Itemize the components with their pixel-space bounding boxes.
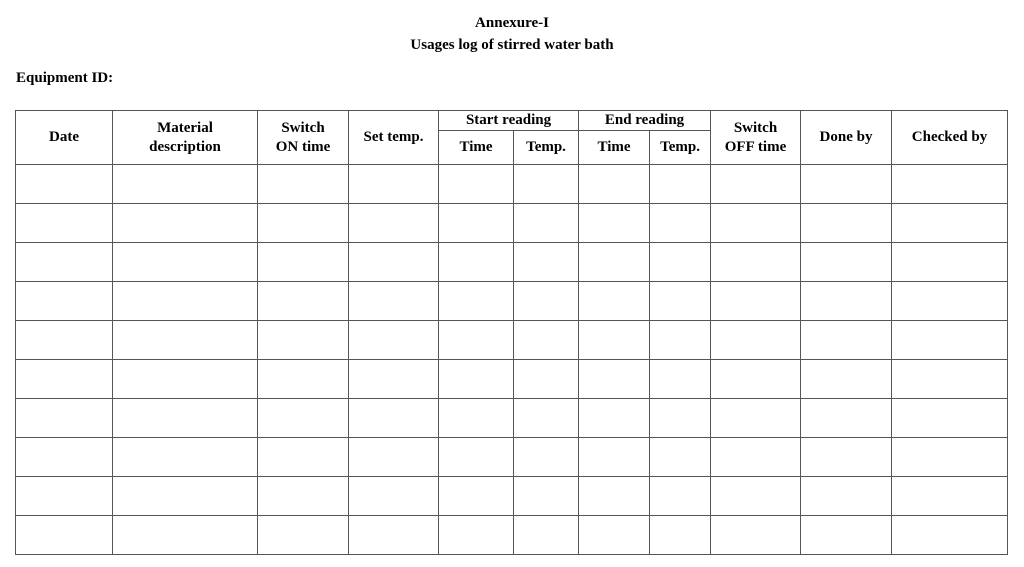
- column-header-start-time: [439, 131, 514, 165]
- column-header-date: [16, 111, 113, 165]
- cell-set-temp[interactable]: [349, 165, 439, 204]
- cell-checked-by[interactable]: [892, 321, 1008, 360]
- cell-switch-off-time[interactable]: [711, 321, 801, 360]
- cell-checked-by[interactable]: [892, 282, 1008, 321]
- cell-switch-off-time[interactable]: [711, 438, 801, 477]
- cell-set-temp[interactable]: [349, 477, 439, 516]
- cell-switch-off-time[interactable]: [711, 516, 801, 555]
- column-header-start-temp-label: Temp.: [526, 139, 566, 155]
- equipment-id-label: Equipment ID:: [16, 70, 114, 86]
- log-entries: [16, 165, 1008, 555]
- cell-set-temp[interactable]: [349, 321, 439, 360]
- annexure-heading: Annexure-I: [475, 15, 549, 31]
- cell-start-temp[interactable]: [514, 516, 579, 555]
- table-row: [16, 399, 1008, 438]
- cell-checked-by[interactable]: [892, 399, 1008, 438]
- column-header-end-time-label: Time: [597, 139, 631, 155]
- cell-start-temp[interactable]: [514, 399, 579, 438]
- cell-start-temp[interactable]: [514, 360, 579, 399]
- cell-start-time[interactable]: [439, 204, 514, 243]
- cell-start-time[interactable]: [439, 243, 514, 282]
- cell-start-time[interactable]: [439, 360, 514, 399]
- column-group-end-reading: [579, 111, 711, 131]
- cell-switch-off-time[interactable]: [711, 204, 801, 243]
- table-row: [16, 165, 1008, 204]
- cell-done-by[interactable]: [801, 204, 892, 243]
- cell-material-description[interactable]: [113, 360, 258, 399]
- page-title: Usages log of stirred water bath: [410, 37, 614, 53]
- usage-log-table: [15, 110, 1008, 555]
- cell-switch-off-time[interactable]: [711, 477, 801, 516]
- cell-switch-on-time[interactable]: [258, 243, 349, 282]
- cell-material-description[interactable]: [113, 321, 258, 360]
- cell-checked-by[interactable]: [892, 516, 1008, 555]
- table-row: [16, 282, 1008, 321]
- cell-switch-off-time[interactable]: [711, 165, 801, 204]
- column-header-checked-by-label: Checked by: [911, 129, 988, 145]
- cell-start-temp[interactable]: [514, 243, 579, 282]
- cell-done-by[interactable]: [801, 516, 892, 555]
- cell-checked-by[interactable]: [892, 477, 1008, 516]
- column-header-checked-by: [892, 111, 1008, 165]
- cell-start-temp[interactable]: [514, 282, 579, 321]
- column-header-end-temp-label: Temp.: [660, 139, 700, 155]
- column-header-date-label: Date: [49, 129, 79, 145]
- cell-end-temp[interactable]: [650, 477, 711, 516]
- cell-end-temp[interactable]: [650, 360, 711, 399]
- cell-switch-on-time[interactable]: [258, 516, 349, 555]
- cell-set-temp[interactable]: [349, 399, 439, 438]
- cell-end-time[interactable]: [579, 204, 650, 243]
- cell-switch-on-time[interactable]: [258, 204, 349, 243]
- cell-done-by[interactable]: [801, 282, 892, 321]
- cell-end-temp[interactable]: [650, 516, 711, 555]
- cell-date[interactable]: [16, 282, 113, 321]
- column-header-switch-on-time: [258, 111, 349, 165]
- cell-start-temp[interactable]: [514, 204, 579, 243]
- cell-start-temp[interactable]: [514, 321, 579, 360]
- cell-switch-on-time[interactable]: [258, 360, 349, 399]
- cell-checked-by[interactable]: [892, 204, 1008, 243]
- column-header-set-temp-label: Set temp.: [363, 129, 424, 145]
- cell-material-description[interactable]: [113, 477, 258, 516]
- cell-end-temp[interactable]: [650, 243, 711, 282]
- cell-start-temp[interactable]: [514, 438, 579, 477]
- column-header-switch-off-line2: OFF time: [724, 138, 787, 155]
- cell-start-temp[interactable]: [514, 477, 579, 516]
- cell-end-time[interactable]: [579, 282, 650, 321]
- cell-end-time[interactable]: [579, 399, 650, 438]
- cell-date[interactable]: [16, 516, 113, 555]
- column-group-end-reading-label: End reading: [604, 112, 685, 128]
- cell-start-time[interactable]: [439, 282, 514, 321]
- cell-date[interactable]: [16, 165, 113, 204]
- cell-done-by[interactable]: [801, 321, 892, 360]
- cell-end-temp[interactable]: [650, 204, 711, 243]
- cell-switch-on-time[interactable]: [258, 165, 349, 204]
- table-row: [16, 204, 1008, 243]
- cell-set-temp[interactable]: [349, 282, 439, 321]
- column-header-set-temp: [349, 111, 439, 165]
- cell-switch-off-time[interactable]: [711, 282, 801, 321]
- cell-end-temp[interactable]: [650, 165, 711, 204]
- cell-switch-on-time[interactable]: [258, 321, 349, 360]
- table-row: [16, 321, 1008, 360]
- cell-set-temp[interactable]: [349, 516, 439, 555]
- cell-material-description[interactable]: [113, 438, 258, 477]
- column-header-switch-off-line1: Switch: [733, 119, 778, 136]
- table-row: [16, 438, 1008, 477]
- cell-done-by[interactable]: [801, 243, 892, 282]
- column-group-start-reading-label: Start reading: [465, 112, 552, 128]
- cell-material-description[interactable]: [113, 204, 258, 243]
- cell-date[interactable]: [16, 399, 113, 438]
- cell-end-temp[interactable]: [650, 399, 711, 438]
- column-header-start-temp: [514, 131, 579, 165]
- cell-end-time[interactable]: [579, 438, 650, 477]
- column-header-start-time-label: Time: [459, 139, 493, 155]
- cell-switch-on-time[interactable]: [258, 438, 349, 477]
- cell-end-temp[interactable]: [650, 282, 711, 321]
- cell-done-by[interactable]: [801, 438, 892, 477]
- cell-start-temp[interactable]: [514, 165, 579, 204]
- table-row: [16, 360, 1008, 399]
- cell-date[interactable]: [16, 204, 113, 243]
- cell-end-time[interactable]: [579, 321, 650, 360]
- cell-checked-by[interactable]: [892, 438, 1008, 477]
- cell-start-time[interactable]: [439, 516, 514, 555]
- column-header-end-time: [579, 131, 650, 165]
- column-header-material-description: [113, 111, 258, 165]
- cell-set-temp[interactable]: [349, 360, 439, 399]
- cell-end-temp[interactable]: [650, 321, 711, 360]
- column-group-start-reading: [439, 111, 579, 131]
- cell-material-description[interactable]: [113, 282, 258, 321]
- cell-material-description[interactable]: [113, 516, 258, 555]
- column-header-end-temp: [650, 131, 711, 165]
- cell-start-time[interactable]: [439, 477, 514, 516]
- cell-start-time[interactable]: [439, 438, 514, 477]
- column-header-switch-off-time: [711, 111, 801, 165]
- table-row: [16, 516, 1008, 555]
- cell-done-by[interactable]: [801, 360, 892, 399]
- column-header-switch-on-line1: Switch: [281, 119, 325, 136]
- cell-switch-on-time[interactable]: [258, 399, 349, 438]
- cell-material-description[interactable]: [113, 165, 258, 204]
- cell-start-time[interactable]: [439, 321, 514, 360]
- cell-switch-on-time[interactable]: [258, 477, 349, 516]
- cell-set-temp[interactable]: [349, 204, 439, 243]
- cell-start-time[interactable]: [439, 165, 514, 204]
- cell-checked-by[interactable]: [892, 243, 1008, 282]
- table-row: [16, 243, 1008, 282]
- cell-set-temp[interactable]: [349, 438, 439, 477]
- cell-end-temp[interactable]: [650, 438, 711, 477]
- cell-done-by[interactable]: [801, 165, 892, 204]
- column-header-material-line2: description: [149, 138, 221, 155]
- cell-date[interactable]: [16, 360, 113, 399]
- cell-done-by[interactable]: [801, 399, 892, 438]
- cell-material-description[interactable]: [113, 399, 258, 438]
- cell-checked-by[interactable]: [892, 360, 1008, 399]
- cell-date[interactable]: [16, 477, 113, 516]
- cell-done-by[interactable]: [801, 477, 892, 516]
- cell-switch-off-time[interactable]: [711, 399, 801, 438]
- cell-switch-off-time[interactable]: [711, 360, 801, 399]
- cell-switch-off-time[interactable]: [711, 243, 801, 282]
- cell-switch-on-time[interactable]: [258, 282, 349, 321]
- cell-date[interactable]: [16, 321, 113, 360]
- cell-end-time[interactable]: [579, 477, 650, 516]
- cell-start-time[interactable]: [439, 399, 514, 438]
- table-row: [16, 477, 1008, 516]
- cell-date[interactable]: [16, 243, 113, 282]
- column-header-switch-on-line2: ON time: [275, 138, 331, 155]
- column-header-done-by: [801, 111, 892, 165]
- cell-end-time[interactable]: [579, 165, 650, 204]
- cell-material-description[interactable]: [113, 243, 258, 282]
- cell-set-temp[interactable]: [349, 243, 439, 282]
- cell-end-time[interactable]: [579, 516, 650, 555]
- column-header-material-line1: Material: [157, 119, 213, 136]
- column-header-done-by-label: Done by: [819, 129, 873, 145]
- cell-date[interactable]: [16, 438, 113, 477]
- cell-end-time[interactable]: [579, 360, 650, 399]
- cell-end-time[interactable]: [579, 243, 650, 282]
- cell-checked-by[interactable]: [892, 165, 1008, 204]
